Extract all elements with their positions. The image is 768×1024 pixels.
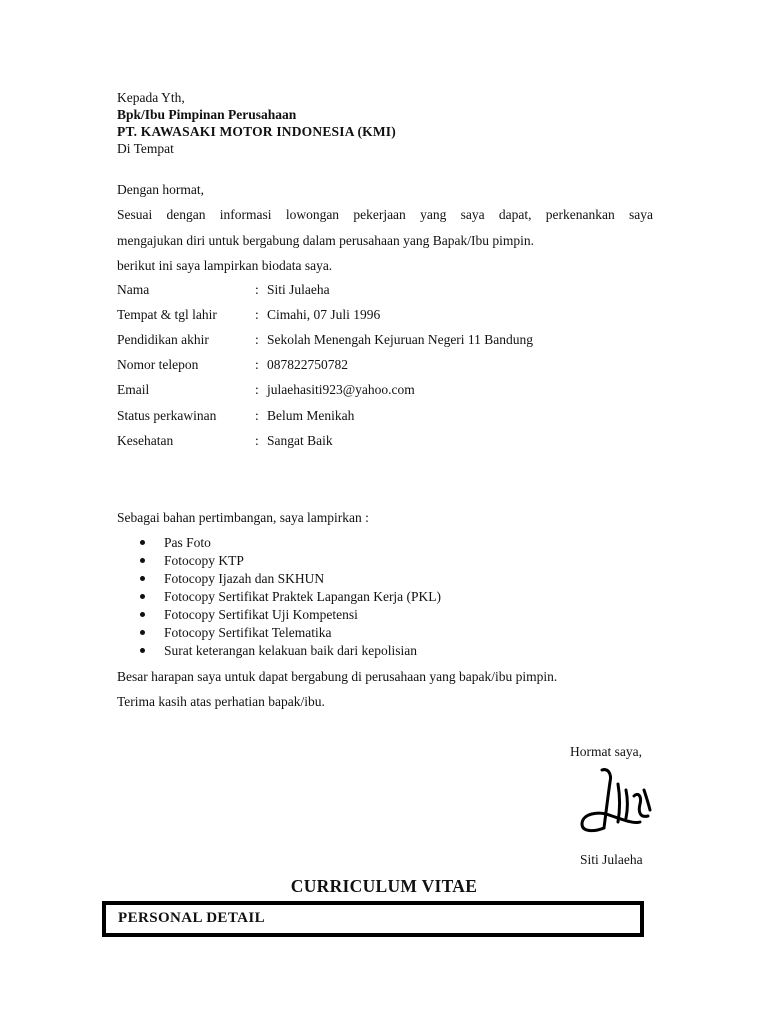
attachment-label: Fotocopy Sertifikat Telematika [164,625,332,640]
biodata-row [117,382,677,400]
biodata-row [117,357,677,375]
attachment-item [138,588,441,606]
biodata-row [117,332,677,350]
greeting: Dengan hormat, [117,182,204,197]
biodata-colon: : [255,433,259,448]
bullet-icon [140,558,145,563]
biodata-value: Siti Julaeha [267,282,330,297]
biodata-row [117,307,677,325]
intro-paragraph-line-1: Sesuai dengan informasi lowongan pekerjaan yang saya dapat, perkenankan saya [117,207,653,222]
biodata-colon: : [255,357,259,372]
bullet-icon [140,612,145,617]
bullet-icon [140,594,145,599]
salutation: Kepada Yth, [117,90,185,105]
attachment-label: Fotocopy Ijazah dan SKHUN [164,571,325,586]
biodata-value: Cimahi, 07 Juli 1996 [267,307,381,322]
intro-paragraph-line-2: mengajukan diri untuk bergabung dalam perusahaan yang Bapak/Ibu pimpin. [117,233,535,248]
attachment-item [138,606,441,624]
biodata-colon: : [255,282,259,297]
biodata-label: Email [117,382,150,397]
attachments-intro: Sebagai bahan pertimbangan, saya lampirkan : [117,510,369,525]
biodata-intro: berikut ini saya lampirkan biodata saya. [117,258,333,273]
biodata-colon: : [255,307,259,322]
attachment-label: Fotocopy KTP [164,553,244,568]
biodata-value: julaehasiti923@yahoo.com [267,382,415,397]
attachment-label: Fotocopy Sertifikat Praktek Lapangan Kerja (PKL) [164,589,442,604]
attachment-label: Pas Foto [164,535,211,550]
company-name: PT. KAWASAKI MOTOR INDONESIA (KMI) [117,124,396,139]
attachment-item [138,570,441,588]
bullet-icon [140,630,145,635]
biodata-value: 087822750782 [267,357,348,372]
bullet-icon [140,648,145,653]
attachment-item [138,642,441,660]
biodata-value: Sangat Baik [267,433,333,448]
biodata-value: Sekolah Menengah Kejuruan Negeri 11 Bandung [267,332,534,347]
biodata-label: Nomor telepon [117,357,199,372]
personal-detail-section [102,901,644,937]
location: Di Tempat [117,141,174,156]
biodata-colon: : [255,408,259,423]
attachment-item [138,624,441,642]
closing-regards: Hormat saya, [570,744,642,759]
closing-hope: Besar harapan saya untuk dapat bergabung di perusahaan yang bapak/ibu pimpin. [117,669,558,684]
biodata-row [117,408,677,426]
biodata-label: Pendidikan akhir [117,332,209,347]
bullet-icon [140,540,145,545]
biodata-value: Belum Menikah [267,408,355,423]
biodata-label: Tempat & tgl lahir [117,307,217,322]
attachment-item [138,552,441,570]
bullet-icon [140,576,145,581]
biodata-row [117,433,677,451]
signature-image [578,766,658,842]
biodata-label: Nama [117,282,150,297]
addressee: Bpk/Ibu Pimpinan Perusahaan [117,107,297,122]
attachment-item [138,534,441,552]
biodata-label: Kesehatan [117,433,174,448]
biodata-label: Status perkawinan [117,408,217,423]
cv-title: CURRICULUM VITAE [290,876,478,896]
attachment-label: Fotocopy Sertifikat Uji Kompetensi [164,607,358,622]
personal-detail-heading: PERSONAL DETAIL [118,910,266,926]
attachment-label: Surat keterangan kelakuan baik dari kepolisian [164,643,418,658]
biodata-colon: : [255,332,259,347]
biodata-colon: : [255,382,259,397]
attachments-list [138,534,441,660]
signer-name: Siti Julaeha [580,852,643,867]
closing-thanks: Terima kasih atas perhatian bapak/ibu. [117,694,325,709]
biodata-row [117,282,677,300]
